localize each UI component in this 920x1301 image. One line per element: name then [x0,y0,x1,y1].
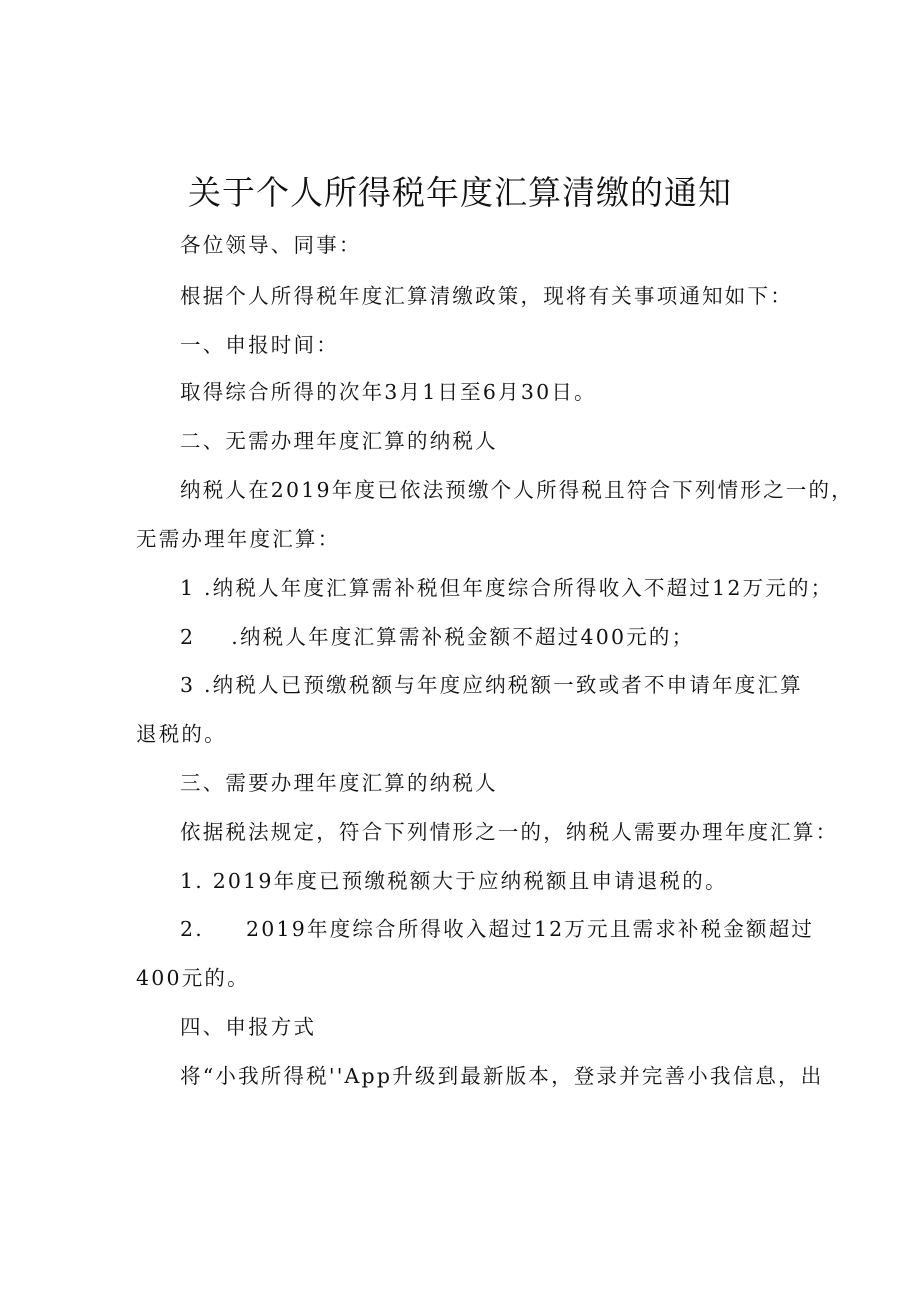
intro-paragraph: 根据个人所得税年度汇算清缴政策，现将有关事项通知如下： [180,284,793,308]
item-number: 3 [180,673,196,697]
item-text: .纳税人已预缴税额与年度应纳税额一致或者不申请年度汇算 [203,673,803,697]
item-text: .纳税人年度汇算需补税但年度综合所得收入不超过12万元的； [203,576,834,600]
section4-text: 将“小我所得税''App升级到最新版本，登录并完善小我信息，出 [180,1064,824,1088]
item-text: .纳税人年度汇算需补税金额不超过400元的； [231,625,695,649]
section3-lead: 依据税法规定，符合下列情形之一的，纳税人需要办理年度汇算： [180,820,839,844]
section3-item-1 [180,866,728,896]
document-title: 关于个人所得税年度汇算清缴的通知 [188,173,732,212]
section2-item-2 [180,622,694,652]
section2-item-3-line1 [180,670,803,700]
section2-heading: 二、无需办理年度汇算的纳税人 [180,429,498,453]
section1-heading: 一、申报时间： [180,333,339,357]
section3-item-2-line2: 400元的。 [136,966,250,990]
section3-heading: 三、需要办理年度汇算的纳税人 [180,771,498,795]
item-number: 1 [180,576,196,600]
item-number: 2 [180,625,196,649]
section2-lead-line2: 无需办理年度汇算： [136,527,341,551]
section3-item-2-line1 [180,914,814,944]
greeting: 各位领导、同事： [180,233,362,257]
item-number: 1. [180,869,204,893]
section2-item-3-line2: 退税的。 [136,722,227,746]
section4-heading: 四、申报方式 [180,1015,317,1039]
item-text: 2019年度综合所得收入超过12万元且需求补税金额超过 [245,917,815,941]
section2-lead-line1: 纳税人在2019年度已依法预缴个人所得税且符合下列情形之一的， [180,478,854,502]
item-text: 2019年度已预缴税额大于应纳税额且申请退税的。 [212,869,728,893]
item-number: 2. [180,917,204,941]
section2-item-1 [180,573,833,603]
section1-text: 取得综合所得的次年3月1日至6月30日。 [180,380,597,404]
